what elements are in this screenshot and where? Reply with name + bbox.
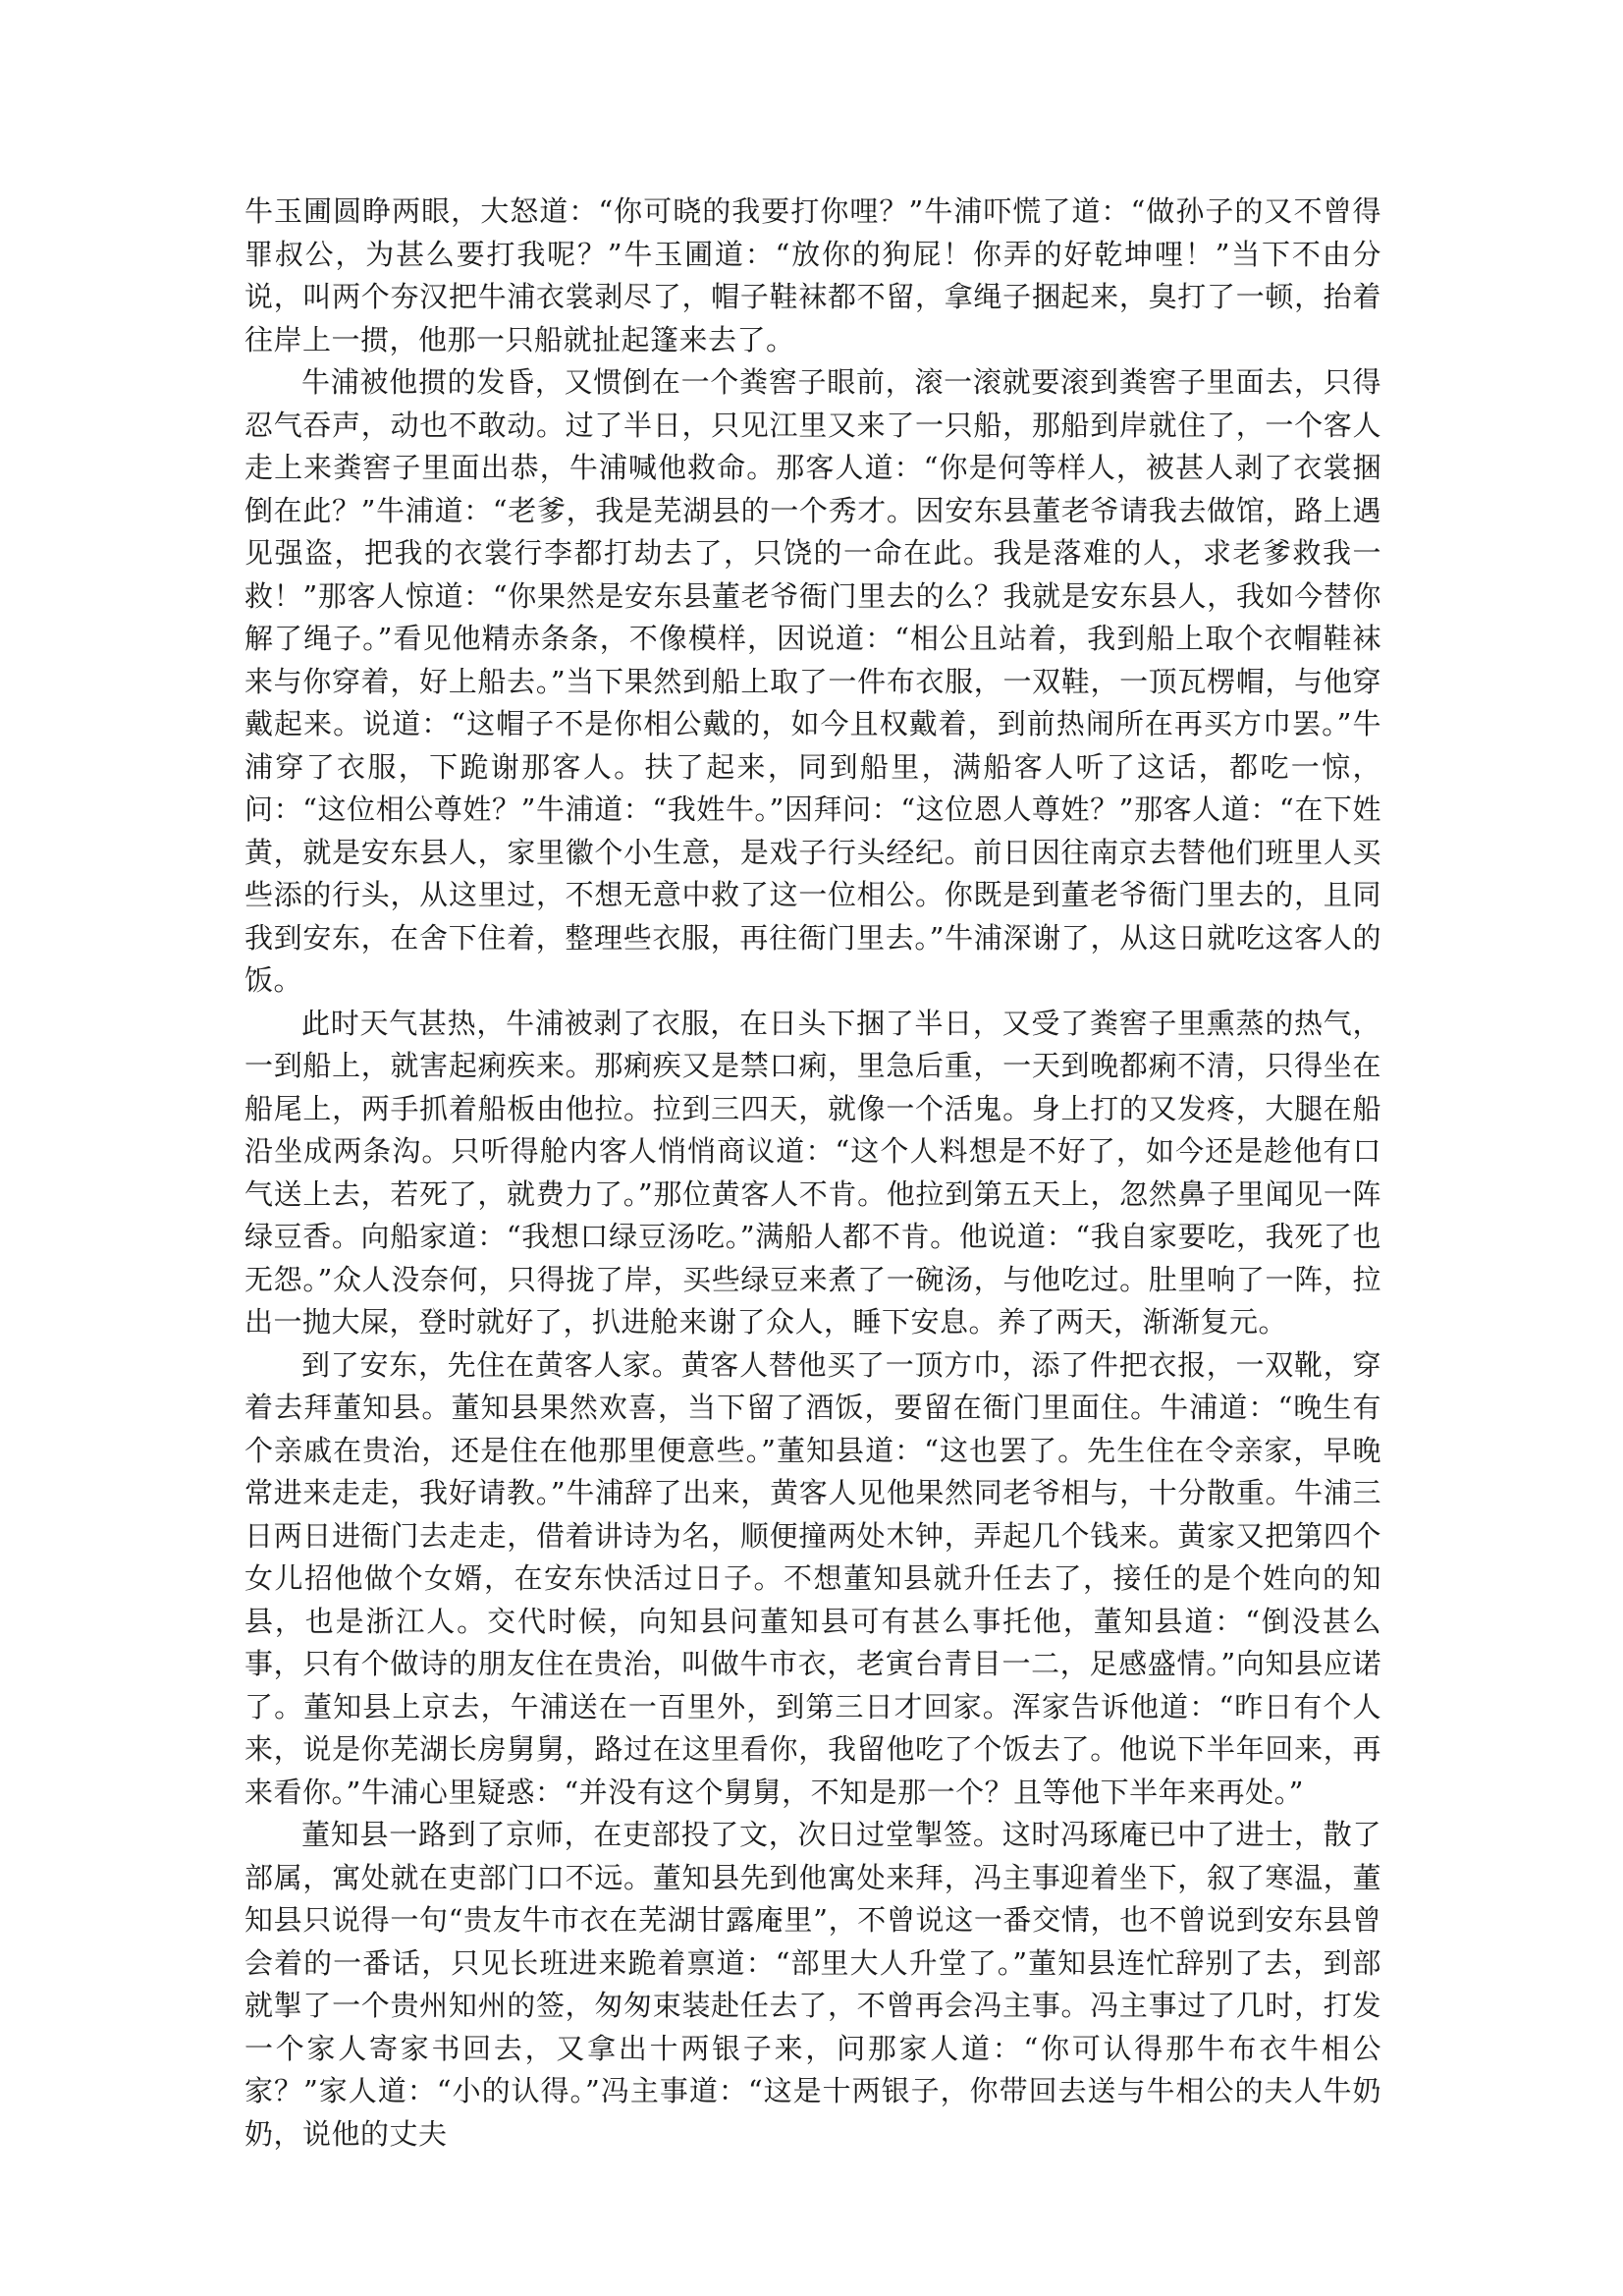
paragraph-2: 牛浦被他掼的发昏，又惯倒在一个粪窖子眼前，滚一滚就要滚到粪窖子里面去，只得忍气吞声，动也不敢动。过了半日，只见江里又来了一只船，那船到岸就住了，一个客人走上来粪窖子里面出恭，牛浦喊他救命。那客人道：“你是何等样人，被甚人剥了衣裳捆倒在此？”牛浦道：“老爹，我是芜湖县的一个秀才。因安东县董老爷请我去做馆，路上遇见强盗，把我的衣裳行李都打劫去了，只饶的一命在此。我是落难的人，求老爹救我一救！”那客人惊道：“你果然是安东县董老爷衙门里去的么？我就是安东县人，我如今替你解了绳子。”看见他精赤条条，不像模样，因说道：“相公且站着，我到船上取个衣帽鞋袜来与你穿着，好上船去。”当下果然到船上取了一件布衣服，一双鞋，一顶瓦楞帽，与他穿戴起来。说道：“这帽子不是你相公戴的，如今且权戴着，到前热闹所在再买方巾罢。”牛浦穿了衣服，下跪谢那客人。扶了起来，同到船里，满船客人听了这话，都吃一惊，问：“这位相公尊姓？”牛浦道：“我姓牛。”因拜问：“这位恩人尊姓？”那客人道：“在下姓黄，就是安东县人，家里徽个小生意，是戏子行头经纪。前日因往南京去替他们班里人买些添的行头，从这里过，不想无意中救了这一位相公。你既是到董老爷衙门里去的，且同我到安东，在舍下住着，整理些衣服，再往衙门里去。”牛浦深谢了，从这日就吃这客人的饭。	[244, 365, 1381, 997]
paragraph-1: 牛玉圃圆睁两眼，大怒道：“你可晓的我要打你哩？”牛浦吓慌了道：“做孙子的又不曾得罪叔公，为甚么要打我呢？”牛玉圃道：“放你的狗屁！你弄的好乾坤哩！”当下不由分说，叫两个夯汉把牛浦衣裳剥尽了，帽子鞋袜都不留，拿绳子捆起来，臭打了一顿，抬着往岸上一掼，他那一只船就扯起篷来去了。	[244, 194, 1381, 356]
paragraph-4: 到了安东，先住在黄客人家。黄客人替他买了一顶方巾，添了件把衣报，一双靴，穿着去拜董知县。董知县果然欢喜，当下留了酒饭，要留在衙门里面住。牛浦道：“晚生有个亲戚在贵治，还是住在他那里便意些。”董知县道：“这也罢了。先生住在令亲家，早晚常进来走走，我好请教。”牛浦辞了出来，黄客人见他果然同老爷相与，十分散重。牛浦三日两日进衙门去走走，借着讲诗为名，顺便撞两处木钟，弄起几个钱来。黄家又把第四个女儿招他做个女婿，在安东快活过日子。不想董知县就升任去了，接任的是个姓向的知县，也是浙江人。交代时候，向知县问董知县可有甚么事托他，董知县道：“倒没甚么事，只有个做诗的朋友住在贵治，叫做牛市衣，老寅台青目一二，足感盛情。”向知县应诺了。董知县上京去，午浦送在一百里外，到第三日才回家。浑家告诉他道：“昨日有个人来，说是你芜湖长房舅舅，路过在这里看你，我留他吃了个饭去了。他说下半年回来，再来看你。”牛浦心里疑惑：“并没有这个舅舅，不知是那一个？且等他下半年来再处。”	[244, 1347, 1381, 1809]
paragraph-5: 董知县一路到了京师，在吏部投了文，次日过堂掣签。这时冯琢庵已中了进士，散了部属，寓处就在吏部门口不远。董知县先到他寓处来拜，冯主事迎着坐下，叙了寒温，董知县只说得一句“贵友牛市衣在芜湖甘露庵里”，不曾说这一番交情，也不曾说到安东县曾会着的一番话，只见长班进来跪着禀道：“部里大人升堂了。”董知县连忙辞别了去，到部就掣了一个贵州知州的签，匆匆束装赴任去了，不曾再会冯主事。冯主事过了几时，打发一个家人寄家书回去，又拿出十两银子来，问那家人道：“你可认得那牛布衣牛相公家？”家人道：“小的认得。”冯主事道：“这是十两银子，你带回去送与牛相公的夫人牛奶奶，说他的丈夫	[244, 1818, 1381, 2151]
body-text	[244, 191, 1381, 2156]
paragraph-3: 此时天气甚热，牛浦被剥了衣服，在日头下捆了半日，又受了粪窖子里熏蒸的热气，一到船上，就害起痢疾来。那痢疾又是禁口痢，里急后重，一天到晚都痢不清，只得坐在船尾上，两手抓着船板由他拉。拉到三四天，就像一个活鬼。身上打的又发疼，大腿在船沿坐成两条沟。只听得舱内客人悄悄商议道：“这个人料想是不好了，如今还是趁他有口气送上去，若死了，就费力了。”那位黄客人不肯。他拉到第五天上，忽然鼻子里闻见一阵绿豆香。向船家道：“我想口绿豆汤吃。”满船人都不肯。他说道：“我自家要吃，我死了也无怨。”众人没奈何，只得拢了岸，买些绿豆来煮了一碗汤，与他吃过。肚里响了一阵，拉出一抛大屎，登时就好了，扒进舱来谢了众人，睡下安息。养了两天，渐渐复元。	[244, 1006, 1381, 1339]
